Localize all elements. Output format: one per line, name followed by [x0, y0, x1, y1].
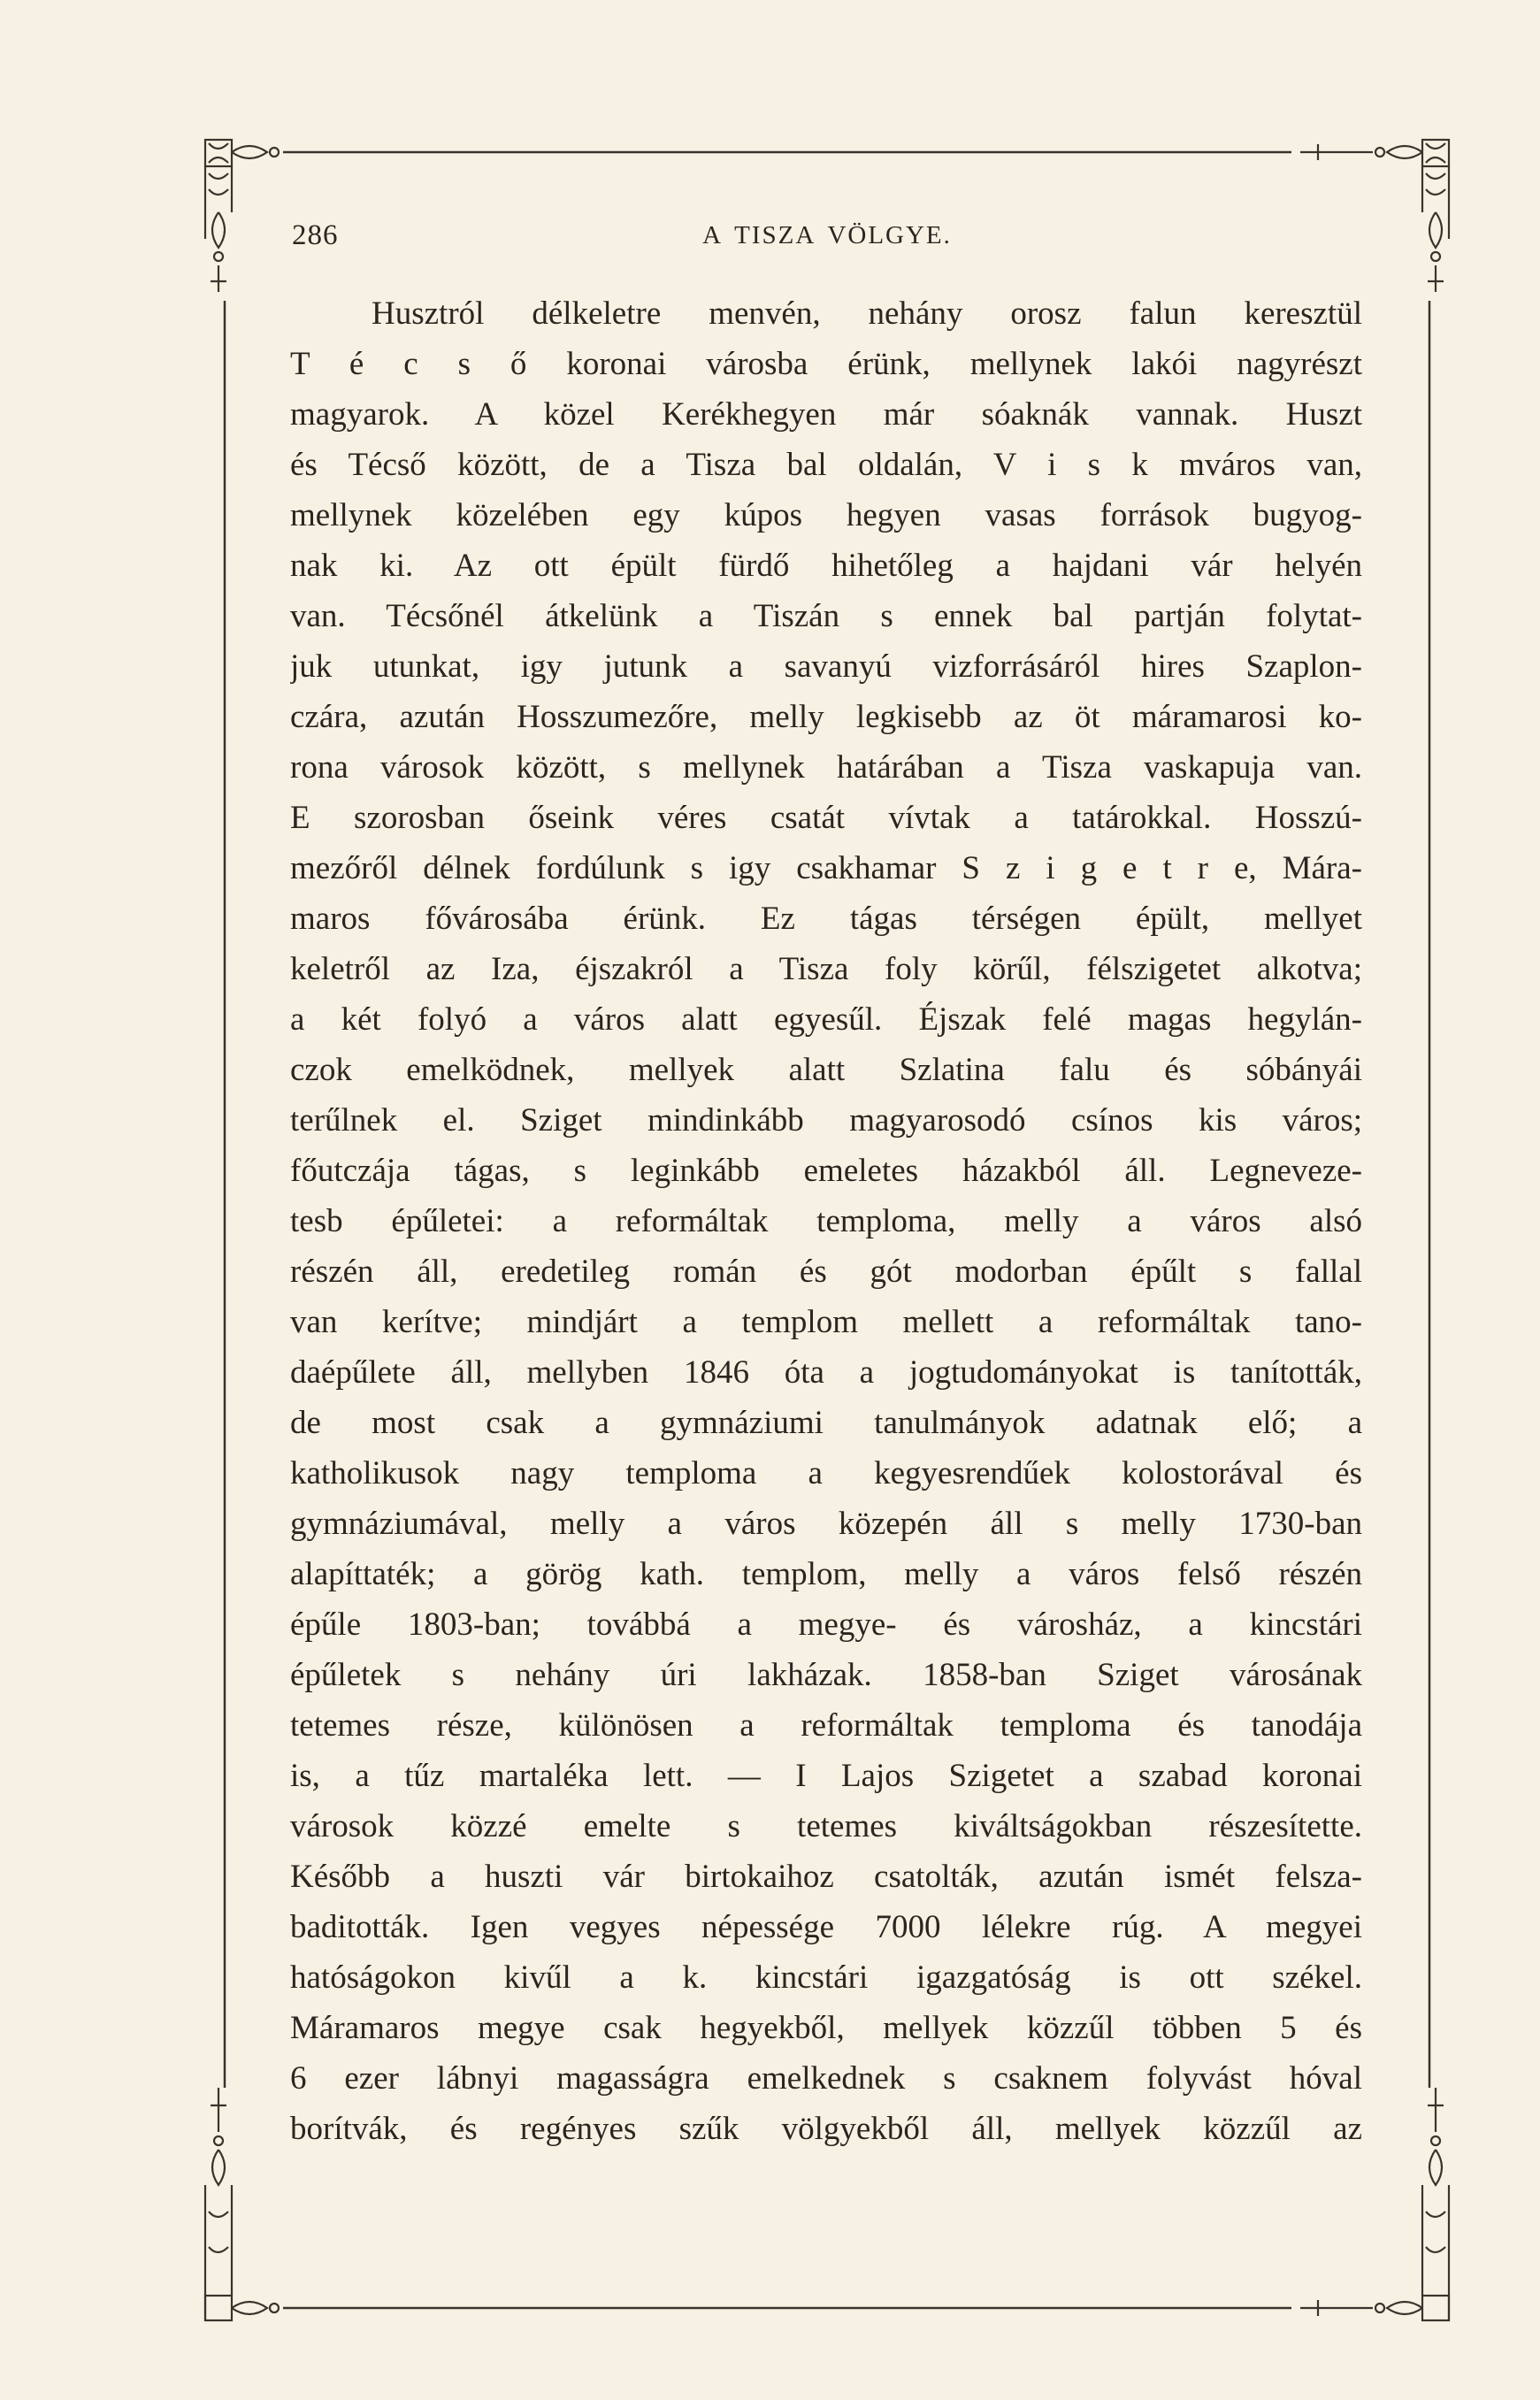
text-line: gymnáziumával, melly a város közepén áll s melly 1730-ban — [290, 1506, 1362, 1542]
text-line: juk utunkat, igy jutunk a savanyú vizforrásáról hires Szaplon- — [290, 648, 1362, 685]
text-line: nak ki. Az ott épült fürdő hihetőleg a hajdani vár helyén — [290, 548, 1362, 584]
text-line: van. Técsőnél átkelünk a Tiszán s ennek bal partján folytat- — [290, 598, 1362, 634]
text-line: keletről az Iza, éjszakról a Tisza foly körűl, félszigetet alkotva; — [290, 951, 1362, 987]
text-line: városok közzé emelte s tetemes kiváltságokban részesítette. — [290, 1808, 1362, 1844]
text-line: T é c s ő koronai városba érünk, mellynek lakói nagyrészt — [290, 346, 1362, 382]
text-line: czok emelködnek, mellyek alatt Szlatina falu és sóbányái — [290, 1052, 1362, 1088]
text-line: Később a huszti vár birtokaihoz csatolták, azután ismét felsza- — [290, 1859, 1362, 1895]
text-line: baditották. Igen vegyes népessége 7000 lélekre rúg. A megyei — [290, 1909, 1362, 1945]
text-line: rona városok között, s mellynek határában a Tisza vaskapuja van. — [290, 749, 1362, 786]
text-line: épűletek s nehány úri lakházak. 1858-ban Sziget városának — [290, 1657, 1362, 1693]
text-line: tetemes része, különösen a reformáltak temploma és tanodája — [290, 1707, 1362, 1744]
text-line: alapíttaték; a görög kath. templom, melly a város felső részén — [290, 1556, 1362, 1592]
text-line: főutczája tágas, s leginkább emeletes házakból áll. Legneveze- — [290, 1153, 1362, 1189]
corner-ornament-top-right — [1300, 140, 1449, 292]
text-line: E szorosban őseink véres csatát vívtak a tatárokkal. Hosszú- — [290, 800, 1362, 836]
text-line: is, a tűz martaléka lett. — I Lajos Szigetet a szabad koronai — [290, 1758, 1362, 1794]
text-line: de most csak a gymnáziumi tanulmányok adatnak elő; a — [290, 1405, 1362, 1441]
text-line: Máramaros megye csak hegyekből, mellyek közzűl többen 5 és — [290, 2010, 1362, 2046]
corner-ornament-bottom-left — [205, 2088, 279, 2320]
text-line: mezőről délnek fordúlunk s igy csakhamar S z i g e t r e, Mára- — [290, 850, 1362, 886]
text-line: hatóságokon kivűl a k. kincstári igazgatóság is ott székel. — [290, 1959, 1362, 1996]
text-line: épűle 1803-ban; továbbá a megye- és városház, a kincstári — [290, 1606, 1362, 1643]
text-line: czára, azután Hosszumezőre, melly legkisebb az öt máramarosi ko- — [290, 699, 1362, 735]
text-line: részén áll, eredetileg román és gót modorban épűlt s fallal — [290, 1254, 1362, 1290]
running-head: A TISZA VÖLGYE. — [702, 221, 952, 249]
text-line: tesb épűletei: a reformáltak temploma, melly a város alsó — [290, 1203, 1362, 1239]
text-line: terűlnek el. Sziget mindinkább magyarosodó csínos kis város; — [290, 1102, 1362, 1139]
body-text — [290, 288, 1362, 2154]
text-line: és Técső között, de a Tisza bal oldalán, V i s k mváros van, — [290, 447, 1362, 483]
text-line: daépűlete áll, mellyben 1846 óta a jogtudományokat is tanították, — [290, 1354, 1362, 1391]
text-line: 6 ezer lábnyi magasságra emelkednek s csaknem folyvást hóval — [290, 2060, 1362, 2097]
page-header — [292, 219, 1362, 264]
text-line: Husztról délkeletre menvén, nehány orosz falun keresztül — [372, 295, 1362, 332]
page-number: 286 — [292, 219, 339, 251]
text-line: maros fővárosába érünk. Ez tágas térségen épült, mellyet — [290, 901, 1362, 937]
text-line: a két folyó a város alatt egyesűl. Éjszak felé magas hegylán- — [290, 1001, 1362, 1038]
text-line: borítvák, és regényes szűk völgyekből áll, mellyek közzűl az — [290, 2111, 1362, 2147]
text-line: van kerítve; mindjárt a templom mellett a reformáltak tano- — [290, 1304, 1362, 1340]
text-line: katholikusok nagy temploma a kegyesrendűek kolostorával és — [290, 1455, 1362, 1491]
text-line: magyarok. A közel Kerékhegyen már sóaknák vannak. Huszt — [290, 396, 1362, 433]
text-line: mellynek közelében egy kúpos hegyen vasas források bugyog- — [290, 497, 1362, 533]
corner-ornament-top-left — [205, 140, 279, 292]
